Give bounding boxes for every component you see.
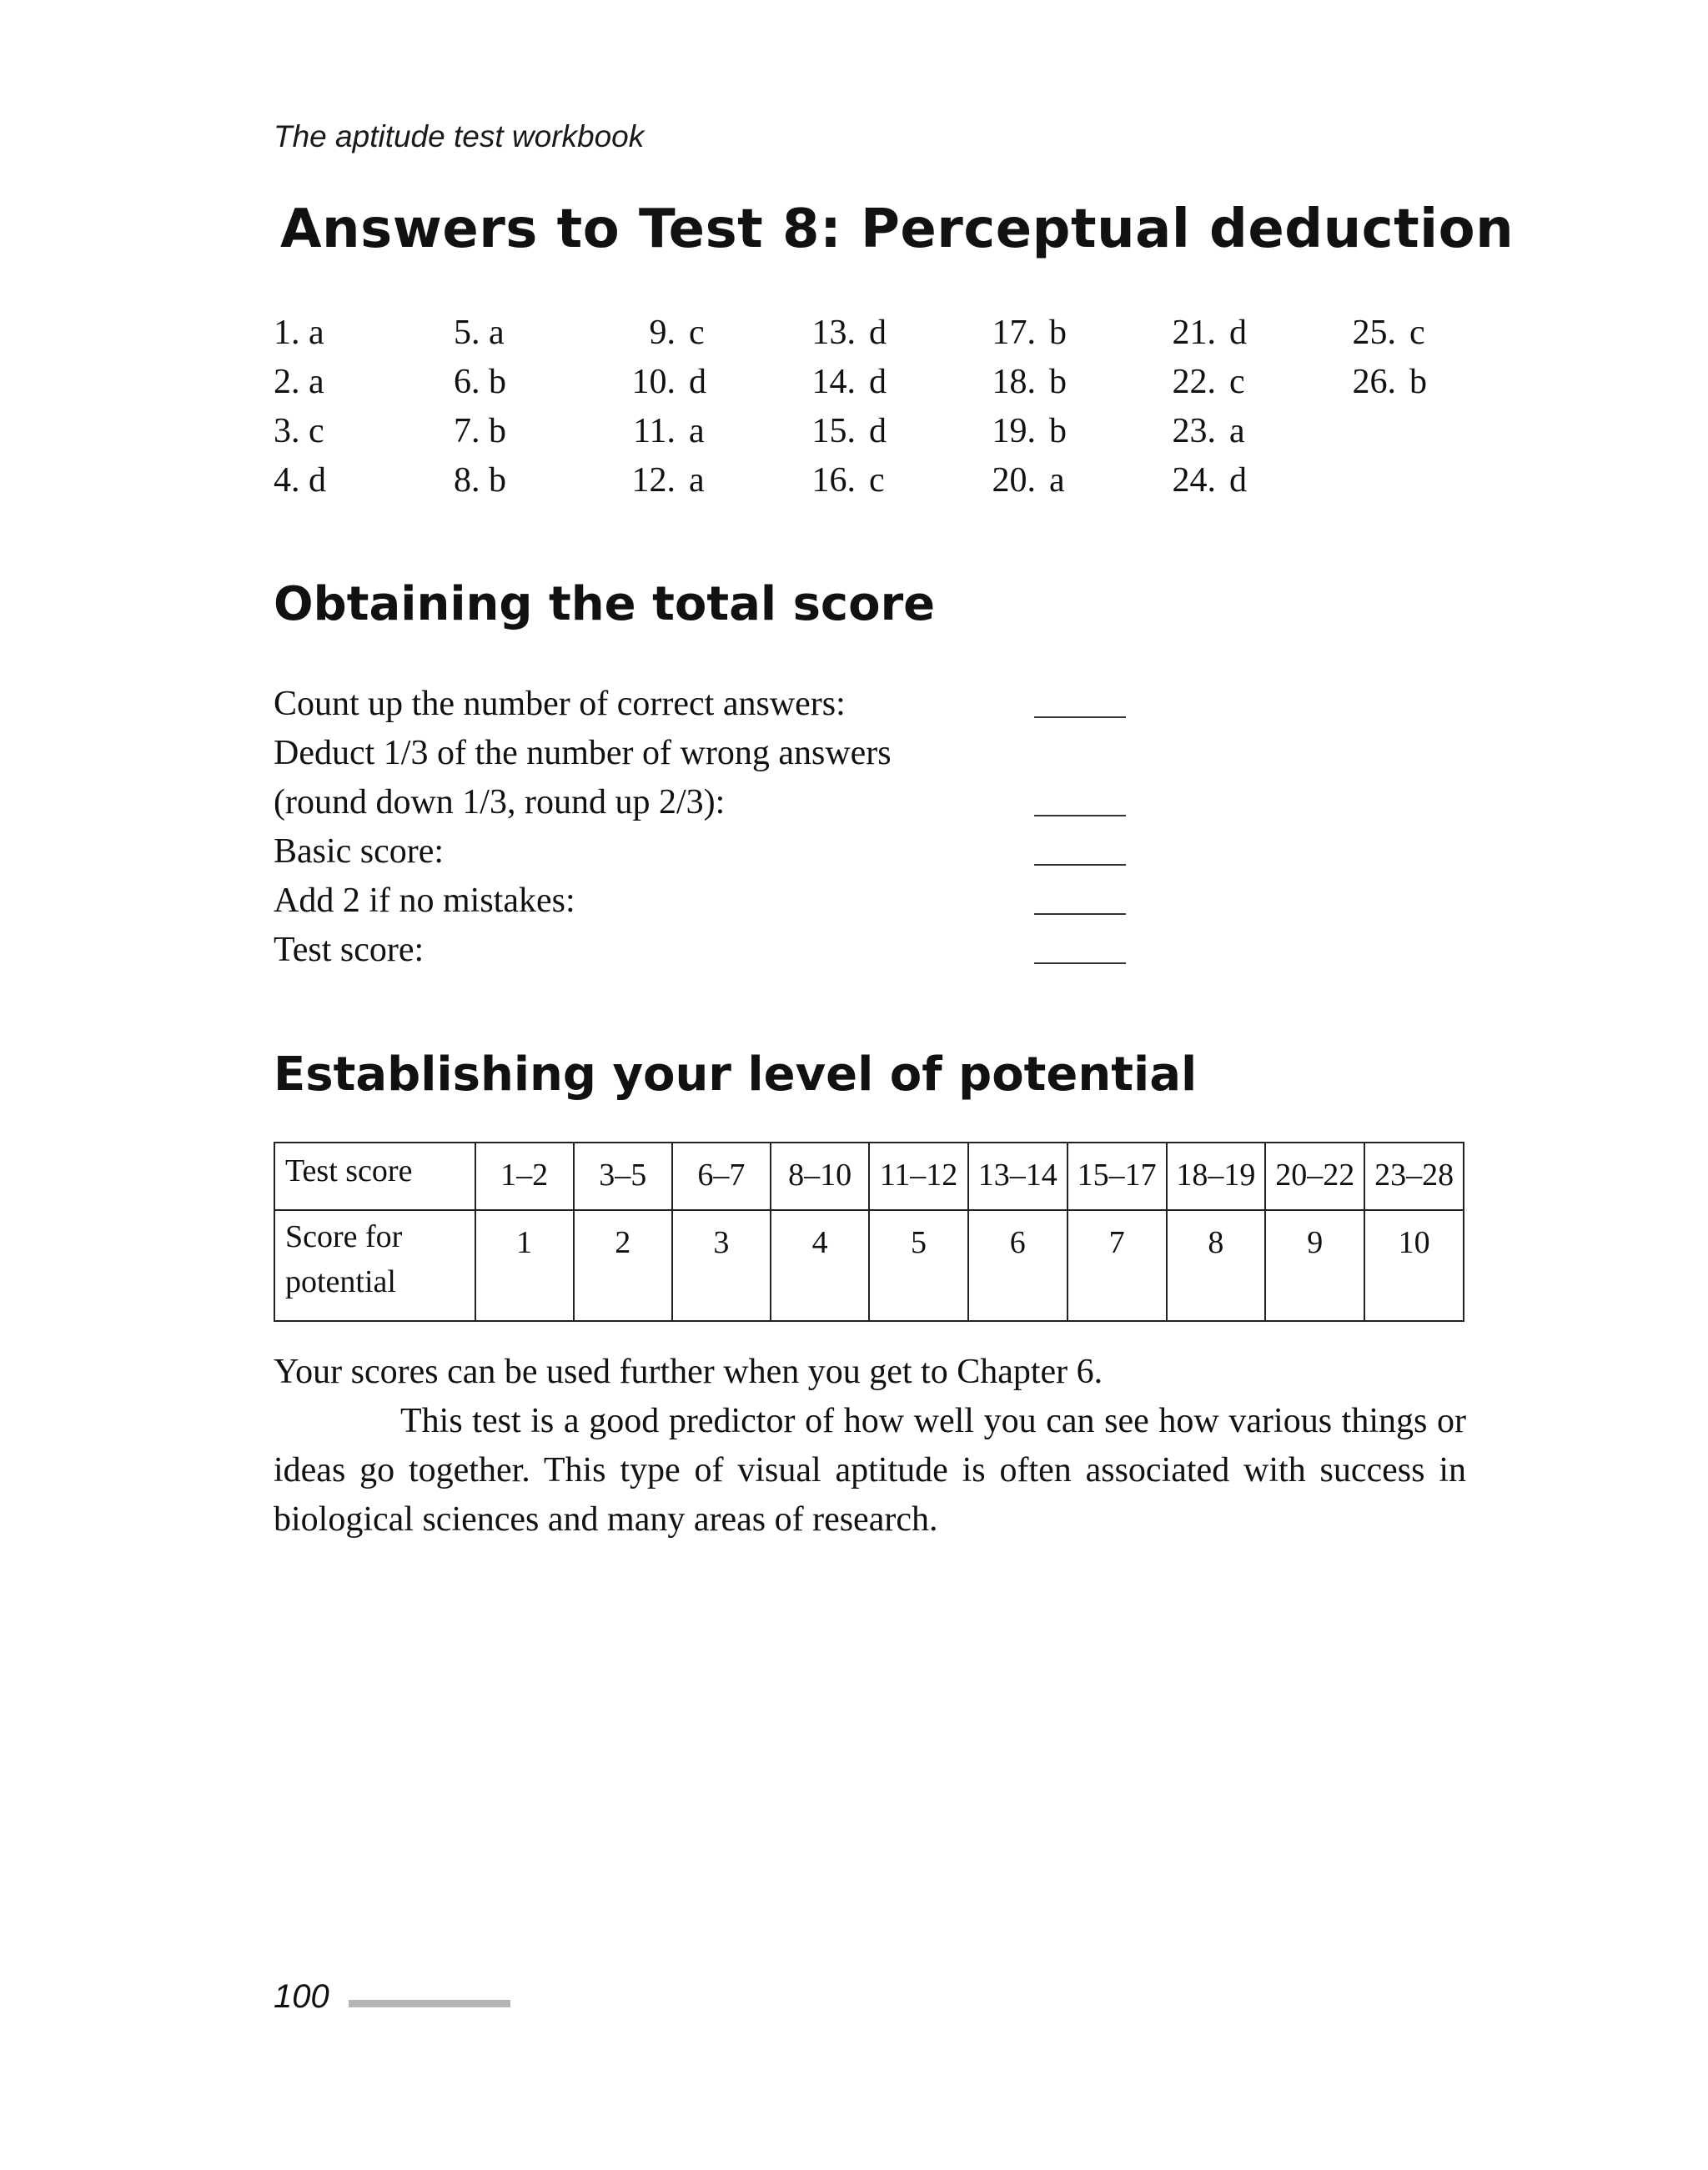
- answer-number: 24.: [1172, 461, 1216, 500]
- answer-number: 26.: [1352, 363, 1396, 401]
- answer-column: [991, 309, 1067, 505]
- answer-blank: [1034, 864, 1126, 866]
- answer-number: 22.: [1172, 363, 1216, 401]
- answer-number: 4.: [274, 461, 300, 500]
- answer-item: [454, 456, 506, 505]
- answer-letter: b: [1409, 363, 1427, 401]
- running-header: The aptitude test workbook: [274, 119, 645, 153]
- test-score-range: 20–22: [1265, 1143, 1364, 1210]
- answer-blank: [1034, 815, 1126, 816]
- answer-item: [274, 407, 326, 456]
- score-line-text: Basic score:: [274, 832, 445, 871]
- answer-number: 3.: [274, 412, 300, 450]
- answer-item: [811, 456, 887, 505]
- footer-rule: [349, 2000, 510, 2007]
- answer-item: [811, 407, 887, 456]
- answer-blank: [1034, 962, 1126, 964]
- score-line-text: Test score:: [274, 931, 424, 969]
- answer-letter: c: [689, 314, 705, 352]
- answer-column: [454, 309, 506, 505]
- answer-letter: a: [309, 314, 324, 352]
- score-line-text: Deduct 1/3 of the number of wrong answers: [274, 734, 892, 772]
- answer-item: [1351, 309, 1427, 358]
- answer-item: [811, 358, 887, 407]
- answer-column: [1171, 309, 1247, 505]
- answer-number: 7.: [454, 412, 480, 450]
- answer-letter: a: [1049, 461, 1065, 500]
- score-line: [274, 827, 1191, 877]
- answer-number: 17.: [992, 314, 1036, 352]
- potential-score: 9: [1265, 1210, 1364, 1321]
- answer-item: [1171, 407, 1247, 456]
- potential-table: [274, 1142, 1464, 1322]
- answer-item: [991, 358, 1067, 407]
- answer-letter: d: [869, 314, 887, 352]
- potential-score: 5: [869, 1210, 968, 1321]
- potential-heading: Establishing your level of potential: [274, 1047, 1198, 1102]
- potential-score-label: [274, 1210, 475, 1321]
- answer-number: 8.: [454, 461, 480, 500]
- answer-letter: d: [689, 363, 706, 401]
- answer-number: 15.: [811, 412, 856, 450]
- answer-letter: c: [1229, 363, 1245, 401]
- answer-item: [630, 358, 706, 407]
- answer-blank: [1034, 913, 1126, 915]
- answer-item: [991, 407, 1067, 456]
- answer-number: 23.: [1172, 412, 1216, 450]
- answer-number: 1.: [274, 314, 300, 352]
- answer-letter: a: [1229, 412, 1245, 450]
- answer-letter: c: [869, 461, 885, 500]
- score-line: [274, 778, 1191, 827]
- answer-letter: d: [869, 412, 887, 450]
- potential-score: 3: [672, 1210, 771, 1321]
- page-title: Answers to Test 8: Perceptual deduction: [280, 198, 1515, 260]
- answer-letter: d: [1229, 314, 1247, 352]
- answer-number: 16.: [811, 461, 856, 500]
- answer-letter: c: [1409, 314, 1425, 352]
- answer-item: [1351, 358, 1427, 407]
- answer-number: 11.: [633, 412, 676, 450]
- potential-label-line2: potential: [285, 1264, 396, 1299]
- answer-item: [991, 456, 1067, 505]
- potential-score-row: [274, 1210, 1464, 1321]
- answer-letter: c: [309, 412, 324, 450]
- test-score-range: 18–19: [1167, 1143, 1266, 1210]
- score-line: [274, 680, 1191, 729]
- test-score-range: 23–28: [1364, 1143, 1464, 1210]
- score-line: [274, 926, 1191, 975]
- score-line: [274, 877, 1191, 926]
- test-score-row: [274, 1143, 1464, 1210]
- answer-number: 20.: [992, 461, 1036, 500]
- answer-letter: a: [309, 363, 324, 401]
- answer-letter: d: [309, 461, 326, 500]
- score-line-text: Count up the number of correct answers:: [274, 685, 846, 723]
- score-line: [274, 729, 1191, 778]
- answer-letter: b: [1049, 363, 1067, 401]
- answer-item: [630, 456, 706, 505]
- answer-letter: a: [689, 461, 705, 500]
- answer-number: 10.: [631, 363, 676, 401]
- answer-letter: b: [489, 363, 506, 401]
- potential-score: 10: [1364, 1210, 1464, 1321]
- test-score-range: 1–2: [475, 1143, 574, 1210]
- body-text: [274, 1348, 1466, 1545]
- potential-score: 4: [771, 1210, 869, 1321]
- answer-number: 25.: [1352, 314, 1396, 352]
- answer-letter: d: [869, 363, 887, 401]
- test-score-range: 15–17: [1068, 1143, 1167, 1210]
- potential-score: 1: [475, 1210, 574, 1321]
- answer-letter: a: [689, 412, 705, 450]
- answer-number: 19.: [992, 412, 1036, 450]
- answer-item: [454, 407, 506, 456]
- test-score-range: 13–14: [968, 1143, 1068, 1210]
- page-number: 100: [274, 1978, 329, 2015]
- answer-number: 13.: [811, 314, 856, 352]
- answer-column: [1351, 309, 1427, 407]
- answer-number: 9.: [649, 314, 676, 352]
- answer-column: [811, 309, 887, 505]
- test-score-range: 6–7: [672, 1143, 771, 1210]
- answer-item: [274, 456, 326, 505]
- answer-letter: b: [489, 461, 506, 500]
- answer-item: [630, 407, 706, 456]
- potential-label-line1: Score for: [285, 1219, 403, 1254]
- test-score-range: 11–12: [869, 1143, 968, 1210]
- answer-number: 21.: [1172, 314, 1216, 352]
- total-score-heading: Obtaining the total score: [274, 577, 936, 631]
- answer-item: [811, 309, 887, 358]
- score-line-text: (round down 1/3, round up 2/3):: [274, 783, 726, 821]
- answer-number: 14.: [811, 363, 856, 401]
- answer-number: 5.: [454, 314, 480, 352]
- answer-blank: [1034, 716, 1126, 718]
- answer-letter: d: [1229, 461, 1247, 500]
- body-paragraph-1: Your scores can be used further when you get to Chapter 6.: [274, 1353, 1103, 1391]
- test-score-label: Test score: [274, 1143, 475, 1210]
- answer-item: [454, 309, 506, 358]
- answer-item: [274, 309, 326, 358]
- body-paragraph-2: This test is a good predictor of how well you can see how various things or ideas go together. This type of visual aptitude is often associated with success in biological sciences and many areas of research.: [274, 1402, 1466, 1539]
- answer-item: [991, 309, 1067, 358]
- potential-score: 8: [1167, 1210, 1266, 1321]
- answer-item: [1171, 358, 1247, 407]
- answer-letter: b: [1049, 314, 1067, 352]
- answer-number: 18.: [992, 363, 1036, 401]
- answer-number: 12.: [631, 461, 676, 500]
- score-worksheet: [274, 680, 1191, 975]
- answer-item: [1171, 456, 1247, 505]
- potential-score: 2: [574, 1210, 672, 1321]
- answer-letter: b: [1049, 412, 1067, 450]
- answer-number: 2.: [274, 363, 300, 401]
- answer-key: [274, 309, 1458, 509]
- answer-item: [630, 309, 706, 358]
- answer-item: [274, 358, 326, 407]
- test-score-range: 3–5: [574, 1143, 672, 1210]
- answer-letter: a: [489, 314, 505, 352]
- answer-column: [274, 309, 326, 505]
- potential-score: 7: [1068, 1210, 1167, 1321]
- score-line-text: Add 2 if no mistakes:: [274, 882, 575, 920]
- potential-score: 6: [968, 1210, 1068, 1321]
- test-score-range: 8–10: [771, 1143, 869, 1210]
- answer-item: [454, 358, 506, 407]
- answer-number: 6.: [454, 363, 480, 401]
- answer-item: [1171, 309, 1247, 358]
- answer-column: [630, 309, 706, 505]
- answer-letter: b: [489, 412, 506, 450]
